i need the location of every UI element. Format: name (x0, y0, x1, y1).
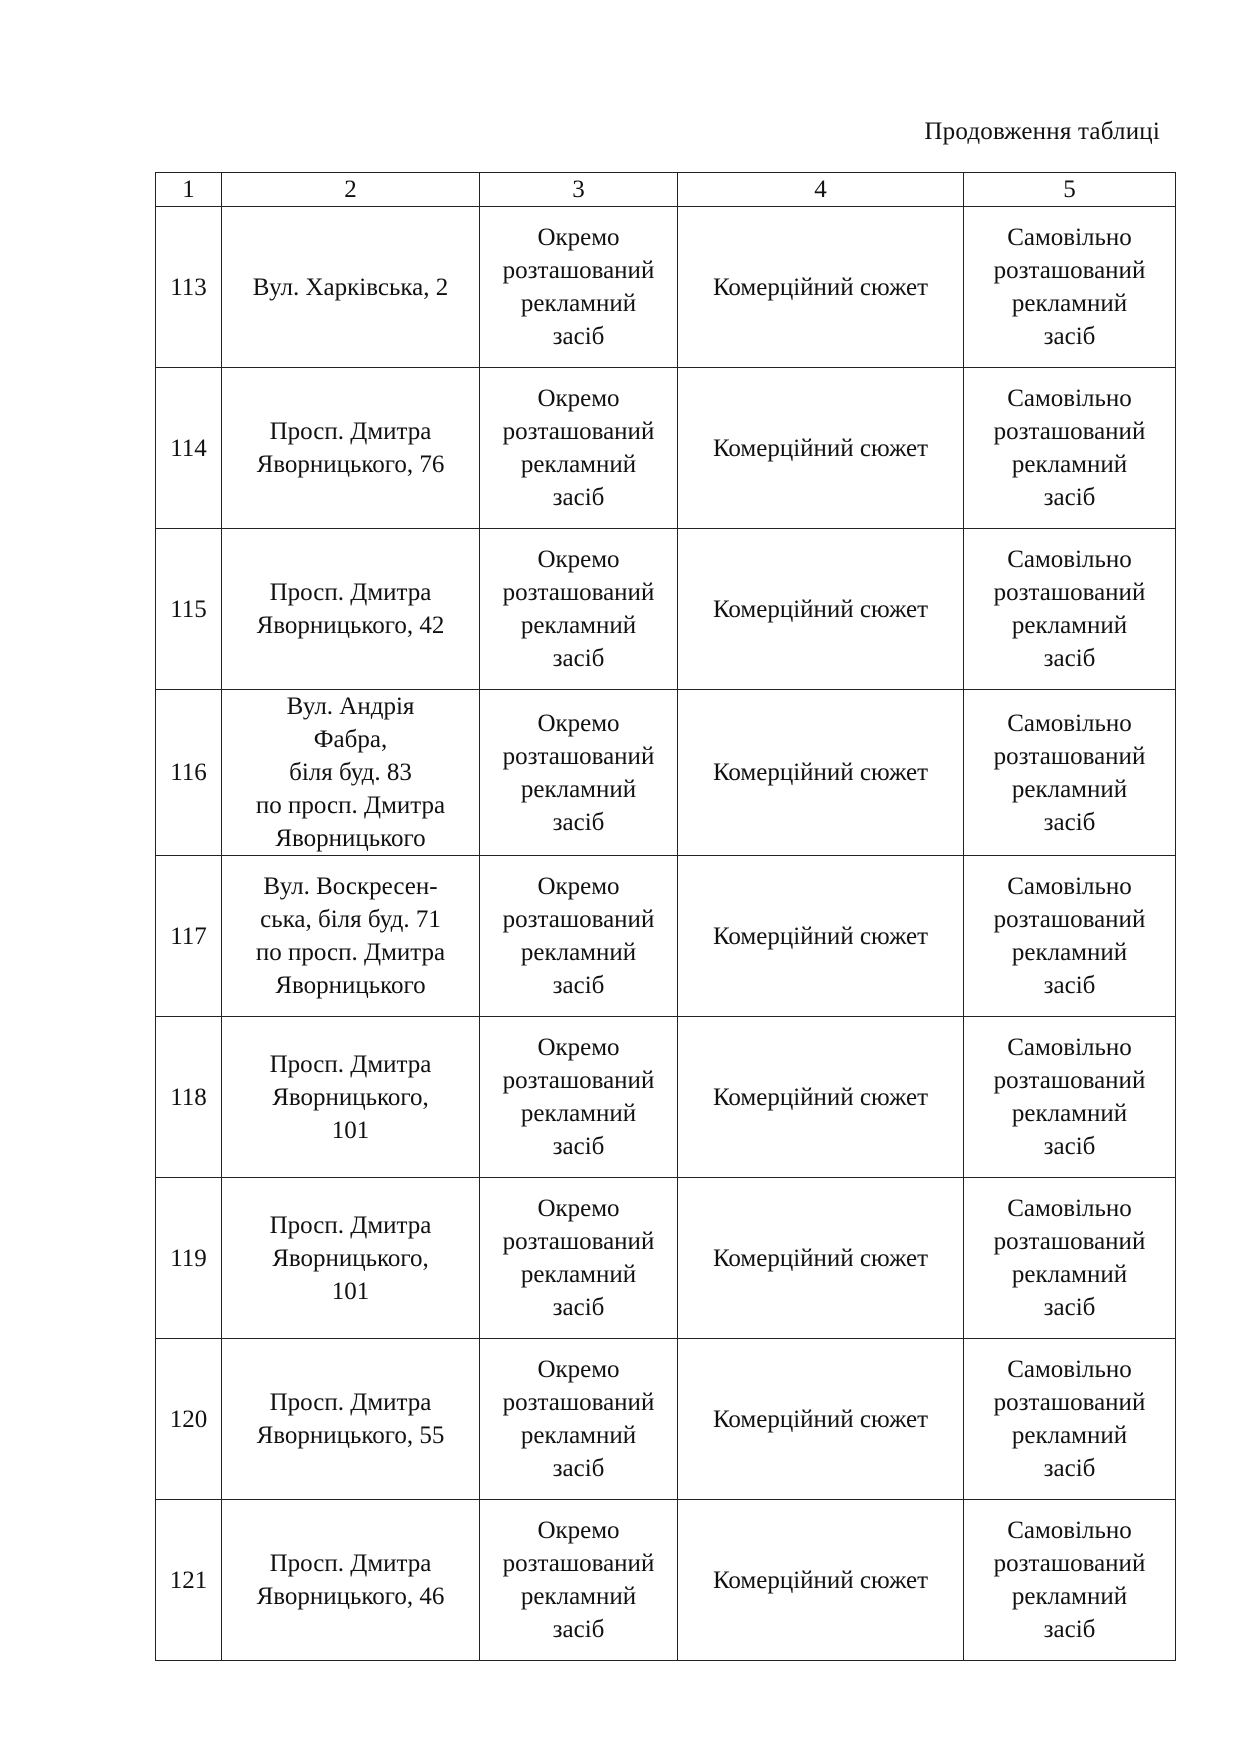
media-type-cell (480, 207, 678, 368)
plot-cell-text: Комерційний сюжет (712, 1405, 929, 1433)
plot-cell (678, 368, 964, 529)
media-type-cell (480, 1339, 678, 1500)
address-cell-text: Вул. Андрія Фабра, біля буд. 83 по просп. Дмитра Яворницького (255, 693, 446, 852)
plot-cell (678, 1178, 964, 1339)
address-cell (222, 856, 480, 1017)
plot-cell (678, 1500, 964, 1661)
row-number-cell-text: 121 (169, 1566, 208, 1594)
column-header-5: 5 (964, 173, 1176, 207)
media-type-cell (480, 690, 678, 856)
plot-cell-text: Комерційний сюжет (712, 595, 929, 623)
row-number-cell (156, 856, 222, 1017)
row-number-cell (156, 368, 222, 529)
media-type-cell (480, 1178, 678, 1339)
status-cell (964, 529, 1176, 690)
row-number-cell (156, 1017, 222, 1178)
table-row (156, 1017, 1176, 1178)
address-cell-text: Просп. Дмитра Яворницького, 101 (269, 1050, 432, 1144)
status-cell-text: Самовільно розташований рекламний засіб (993, 1034, 1146, 1160)
address-cell-text: Вул. Воскресен- ська, біля буд. 71 по просп. Дмитра Яворницького (255, 873, 446, 999)
table-header (156, 173, 1176, 207)
column-header-4: 4 (678, 173, 964, 207)
row-number-cell (156, 207, 222, 368)
address-cell (222, 529, 480, 690)
media-type-cell-text: Окремо розташований рекламний засіб (502, 224, 655, 350)
column-header-1: 1 (156, 173, 222, 207)
address-cell-text: Просп. Дмитра Яворницького, 42 (256, 579, 445, 639)
row-number-cell-text: 117 (170, 922, 207, 950)
address-cell-text: Просп. Дмитра Яворницького, 101 (269, 1211, 432, 1305)
table-row (156, 1500, 1176, 1661)
address-cell (222, 1017, 480, 1178)
media-type-cell-text: Окремо розташований рекламний засіб (502, 1356, 655, 1482)
continuation-heading: Продовження таблиці (924, 118, 1160, 145)
plot-cell (678, 1017, 964, 1178)
header-row (156, 173, 1176, 207)
status-cell (964, 1500, 1176, 1661)
address-cell (222, 690, 480, 856)
row-number-cell-text: 120 (169, 1405, 208, 1433)
status-cell (964, 856, 1176, 1017)
address-cell (222, 1339, 480, 1500)
address-cell (222, 207, 480, 368)
row-number-cell-text: 114 (170, 434, 207, 462)
plot-cell (678, 1339, 964, 1500)
media-type-cell-text: Окремо розташований рекламний засіб (502, 1195, 655, 1321)
address-cell-text: Просп. Дмитра Яворницького, 55 (256, 1389, 445, 1449)
row-number-cell-text: 116 (170, 759, 207, 786)
table-row (156, 207, 1176, 368)
media-type-cell-text: Окремо розташований рекламний засіб (502, 1517, 655, 1643)
plot-cell-text: Комерційний сюжет (712, 922, 929, 950)
status-cell-text: Самовільно розташований рекламний засіб (993, 1356, 1146, 1482)
table-row (156, 529, 1176, 690)
row-number-cell (156, 529, 222, 690)
row-number-cell-text: 113 (170, 273, 207, 301)
address-cell (222, 368, 480, 529)
status-cell-text: Самовільно розташований рекламний засіб (993, 873, 1146, 999)
row-number-cell-text: 118 (170, 1083, 207, 1111)
media-type-cell-text: Окремо розташований рекламний засіб (502, 873, 655, 999)
status-cell (964, 207, 1176, 368)
table-row (156, 856, 1176, 1017)
address-cell-text: Вул. Харківська, 2 (252, 273, 449, 301)
address-cell-text: Просп. Дмитра Яворницького, 46 (256, 1550, 445, 1610)
status-cell-text: Самовільно розташований рекламний засіб (993, 385, 1146, 511)
plot-cell (678, 856, 964, 1017)
table-body (156, 207, 1176, 1661)
plot-cell-text: Комерційний сюжет (712, 434, 929, 462)
media-type-cell (480, 529, 678, 690)
status-cell-text: Самовільно розташований рекламний засіб (993, 224, 1146, 350)
status-cell-text: Самовільно розташований рекламний засіб (993, 1195, 1146, 1321)
status-cell (964, 1017, 1176, 1178)
status-cell-text: Самовільно розташований рекламний засіб (993, 709, 1146, 836)
address-cell (222, 1178, 480, 1339)
column-header-3: 3 (480, 173, 678, 207)
media-type-cell (480, 368, 678, 529)
row-number-cell (156, 1339, 222, 1500)
status-cell (964, 1178, 1176, 1339)
status-cell-text: Самовільно розташований рекламний засіб (993, 546, 1146, 672)
plot-cell (678, 690, 964, 856)
media-type-cell (480, 1500, 678, 1661)
media-type-cell (480, 856, 678, 1017)
row-number-cell-text: 119 (170, 1244, 207, 1272)
media-type-cell-text: Окремо розташований рекламний засіб (502, 1034, 655, 1160)
row-number-cell (156, 1500, 222, 1661)
advertising-table (155, 172, 1176, 1661)
plot-cell-text: Комерційний сюжет (712, 1244, 929, 1272)
plot-cell-text: Комерційний сюжет (712, 273, 929, 301)
status-cell (964, 368, 1176, 529)
table-row (156, 1178, 1176, 1339)
row-number-cell (156, 1178, 222, 1339)
media-type-cell-text: Окремо розташований рекламний засіб (502, 546, 655, 672)
status-cell (964, 690, 1176, 856)
table-row (156, 690, 1176, 856)
plot-cell-text: Комерційний сюжет (712, 1566, 929, 1594)
address-cell (222, 1500, 480, 1661)
media-type-cell-text: Окремо розташований рекламний засіб (502, 385, 655, 511)
media-type-cell (480, 1017, 678, 1178)
table-row (156, 368, 1176, 529)
plot-cell-text: Комерційний сюжет (712, 1083, 929, 1111)
media-type-cell-text: Окремо розташований рекламний засіб (502, 709, 655, 836)
plot-cell-text: Комерційний сюжет (712, 759, 929, 786)
status-cell-text: Самовільно розташований рекламний засіб (993, 1517, 1146, 1643)
table-row (156, 1339, 1176, 1500)
status-cell (964, 1339, 1176, 1500)
column-header-2: 2 (222, 173, 480, 207)
plot-cell (678, 529, 964, 690)
row-number-cell-text: 115 (170, 595, 207, 623)
plot-cell (678, 207, 964, 368)
address-cell-text: Просп. Дмитра Яворницького, 76 (256, 418, 445, 478)
row-number-cell (156, 690, 222, 856)
